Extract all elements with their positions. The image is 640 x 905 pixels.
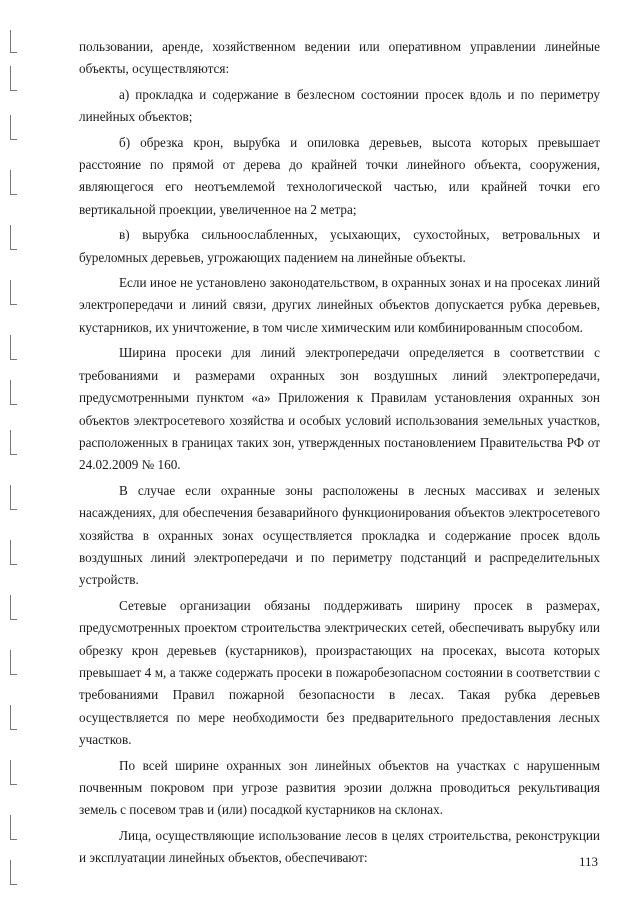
margin-mark bbox=[10, 335, 17, 360]
margin-mark bbox=[10, 595, 17, 620]
document-body bbox=[79, 36, 600, 870]
page-number: 113 bbox=[578, 854, 598, 869]
paragraph-item-v: в) вырубка сильноослабленных, усыхающих, сухостойных, ветровальных и буреломных деревьев, угрожающих падением на линейные объекты. bbox=[79, 227, 600, 265]
margin-mark bbox=[10, 225, 17, 250]
margin-mark bbox=[10, 430, 17, 455]
margin-mark bbox=[10, 705, 17, 730]
margin-mark bbox=[10, 115, 17, 140]
margin-mark bbox=[10, 860, 17, 885]
paragraph-logging-permission: Если иное не установлено законодательством, в охранных зонах и на просеках линий электропередачи и линий связи, других линейных объектов допускается рубка деревьев, кустарников, их уничтожение, в том числе химическим или комбинированным способом. bbox=[79, 275, 600, 335]
paragraph-clearing-width: Ширина просеки для линий электропередачи определяется в соответствии с требованиями и размерами охранных зон воздушных линий электропередачи, предусмотренными пунктом «а» Приложения к Правилам установления охранных зон объектов электросетевого хозяйства и особых условий использования земельных участков, расположенных в границах таких зон, утвержденных постановлением Правительства РФ от 24.02.2009 № 160. bbox=[79, 345, 600, 473]
margin-mark bbox=[10, 30, 17, 53]
margin-mark bbox=[10, 540, 17, 565]
paragraph-forest-users: Лица, осуществляющие использование лесов в целях строительства, реконструкции и эксплуатации линейных объектов, обеспечивают: bbox=[79, 827, 600, 866]
margin-mark bbox=[10, 485, 17, 510]
margin-mark bbox=[10, 170, 17, 195]
margin-mark bbox=[10, 380, 17, 405]
binding-margin-marks bbox=[0, 0, 40, 905]
margin-mark bbox=[10, 815, 17, 840]
paragraph-item-a: а) прокладка и содержание в безлесном состоянии просек вдоль и по периметру линейных объектов; bbox=[79, 86, 600, 125]
paragraph-recultivation: По всей ширине охранных зон линейных объектов на участках с нарушенным почвенным покровом при угрозе развития эрозии должна проводиться рекультивация земель с посевом трав и (или) посадкой кустарников на склонах. bbox=[79, 757, 600, 818]
paragraph-continuation: пользовании, аренде, хозяйственном ведении или оперативном управлении линейные объекты, осуществляются: bbox=[79, 39, 600, 77]
margin-mark bbox=[10, 66, 17, 91]
paragraph-forest-zones: В случае если охранные зоны расположены в лесных массивах и зеленых насаждениях, для обеспечения безаварийного функционирования объектов электросетевого хозяйства в охранных зонах осуществляется прокладка и содержание просек вдоль воздушных линий электропередачи и по периметру подстанций и распределительных устройств. bbox=[79, 482, 600, 588]
margin-mark bbox=[10, 650, 17, 675]
margin-mark bbox=[10, 280, 17, 305]
margin-mark bbox=[10, 760, 17, 785]
paragraph-item-b: б) обрезка крон, вырубка и опиловка деревьев, высота которых превышает расстояние по прямой от дерева до крайней точки линейного объекта, сооружения, являющегося его неотъемлемой технологической частью, или крайней точки его вертикальной проекции, увеличенное на 2 метра; bbox=[79, 134, 600, 217]
paragraph-network-organizations: Сетевые организации обязаны поддерживать ширину просек в размерах, предусмотренных проектом строительства электрических сетей, обеспечивать вырубку или обрезку крон деревьев (кустарников), произрастающих на просеках, высота которых превышает 4 м, а также содержать просеки в пожаробезопасном состоянии в соответствии с требованиями Правил пожарной безопасности в лесах. Такая рубка деревьев осуществляется по мере необходимости без предварительного предоставления лесных участков. bbox=[79, 597, 600, 748]
